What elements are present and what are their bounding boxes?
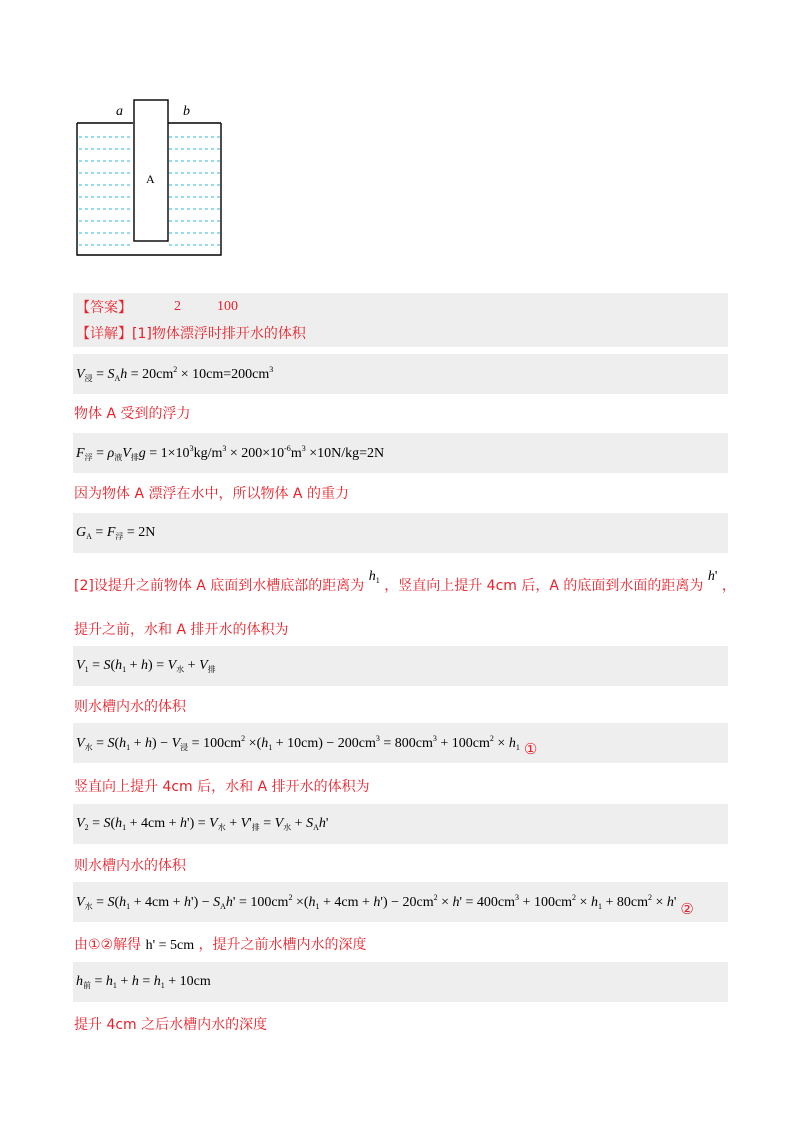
detail-row [76,323,306,343]
para-solve-b: ，提升之前水槽内水的深度 [198,937,367,953]
para-setup-a: [2]设提升之前物体 A 底面到水槽底部的距离为 [74,578,365,594]
answer-label: 【答案】 [76,300,132,316]
detail-text: [1]物体漂浮时排开水的体积 [132,326,306,342]
formula-3: $G_A = F_浮 = 2N$ [73,513,728,553]
formula-8: $h_前 = h_1 + h = h_1 + 10cm$ [73,962,728,1002]
water-tank-diagram [70,95,230,265]
para-solve [74,935,367,956]
para-buoyancy: 物体 A 受到的浮力 [74,406,191,422]
formula-2: $F_浮 = \rho_液V_排g = 1\times 10^3kg/m^3 \times 200\times 10^{-6}m^3 \times 10N/kg=2N$ [73,433,728,473]
label-block: A [146,172,155,186]
para-setup-b: ，竖直向上提升 4cm 后，A 的底面到水面的距离为 [384,578,704,594]
marker-two: ② [680,901,694,918]
para-before: 提升之前，水和 A 排开水的体积为 [74,622,289,638]
formula-7: $V_水 = S(h_1 + 4cm + h') - S_Ah' = 100cm^2 \times(h_1 + 4cm + h') - 20cm^2 \times h' = 400cm^3 + 100cm^2 \times h_1 + 80cm^2 \times h'$ ② [73,882,728,922]
para-water-volume-2: 则水槽内水的体积 [74,858,186,874]
para-solve-a: 由①②解得 [74,937,142,953]
answer-value-1: 2 [174,299,181,314]
answer-block [73,293,728,347]
label-a: a [116,104,123,119]
para-depth-after: 提升 4cm 之后水槽内水的深度 [74,1017,268,1033]
para-setup-c: ， [721,578,736,594]
para-water-volume-1: 则水槽内水的体积 [74,699,186,715]
para-solve-formula: h' = 5cm [145,938,195,953]
para-after-lift: 竖直向上提升 4cm 后，水和 A 排开水的体积为 [74,779,370,795]
label-b: b [183,104,190,119]
answer-row [76,297,238,317]
formula-4: $V_1 = S(h_1 + h) = V_水 + V_排$ [73,646,728,686]
marker-one: ① [523,741,538,758]
detail-label: 【详解】 [76,326,132,342]
para-gravity: 因为物体 A 漂浮在水中，所以物体 A 的重力 [74,486,349,502]
formula-6: $V_2 = S(h_1 + 4cm + h') = V_水 + V'_排 = V_水 + S_Ah'$ [73,804,728,844]
formula-1: $V_浸 = S_Ah = 20cm^2 \times 10cm=200cm^3$ [73,354,728,394]
answer-value-2: 100 [217,299,238,314]
formula-5: $V_水 = S(h_1 + h) - V_浸 = 100cm^2 \times(h_1 + 10cm) - 200cm^3 = 800cm^3 + 100cm^2 \times h_1$ ① [73,723,728,763]
para-setup: [2]设提升之前物体 A 底面到水槽底部的距离为 $h_1$ ，竖直向上提升 4cm 后，A 的底面到水面的距离为 h' ， [74,569,736,594]
